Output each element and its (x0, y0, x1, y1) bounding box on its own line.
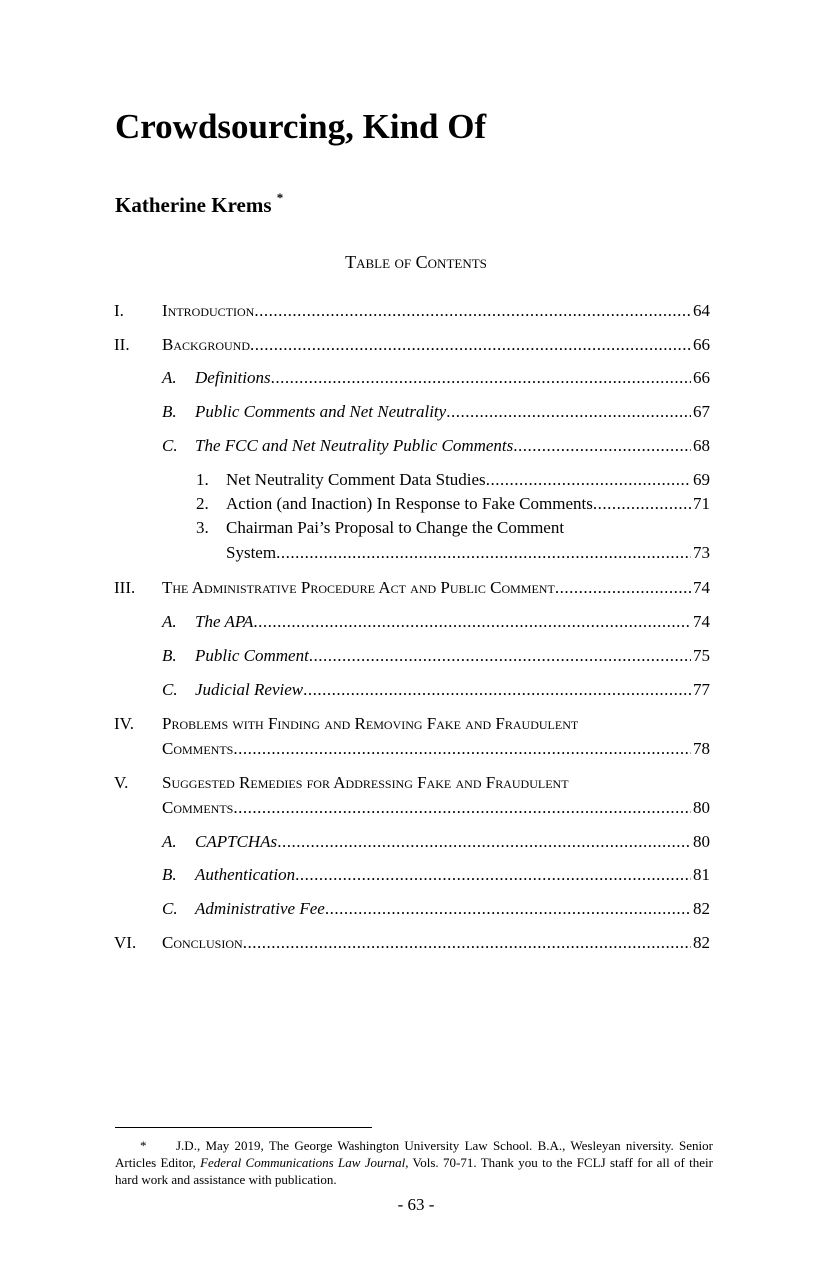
toc-text: Definitions (195, 368, 271, 387)
toc-page: 80 (693, 832, 710, 851)
toc-entry-public-comment (114, 644, 710, 668)
toc-entry-conclusion (114, 931, 710, 955)
toc-number: C. (162, 680, 178, 699)
toc-entry-fcc-net-neutrality (114, 434, 710, 458)
toc-text: Conclusion (162, 933, 243, 952)
toc-entry-action-inaction (114, 492, 710, 516)
toc-number: 2. (196, 494, 209, 513)
toc-text: CAPTCHAs (195, 832, 278, 851)
toc-entry-administrative-fee (114, 897, 710, 921)
toc-text: The Administrative Procedure Act and Public Comment (162, 578, 555, 597)
toc-leader (277, 830, 691, 854)
toc-page: 67 (693, 402, 710, 421)
toc-page: 66 (693, 368, 710, 387)
toc-leader (555, 576, 691, 600)
toc-text: Net Neutrality Comment Data Studies (226, 470, 486, 489)
toc-page: 73 (693, 543, 710, 562)
toc-leader (513, 434, 691, 458)
toc-entry-captchas (114, 830, 710, 854)
toc-leader (271, 366, 691, 390)
toc-text: Authentication (195, 865, 296, 884)
footnote-divider (115, 1127, 372, 1128)
toc-entry-comment-data-studies (114, 468, 710, 492)
toc-entry-definitions (114, 366, 710, 390)
toc-leader (243, 931, 691, 955)
toc-leader (309, 644, 691, 668)
toc-leader (276, 541, 691, 565)
toc-text: Background (162, 335, 251, 354)
toc-entry-authentication (114, 863, 710, 887)
footnote-mark: * (140, 1138, 147, 1153)
toc-number: I. (114, 301, 124, 320)
footnote-journal-title: Federal Communications Law Journal (200, 1155, 406, 1170)
toc-entry-problems-fake-comments (114, 712, 710, 736)
toc-text: Public Comment (195, 646, 309, 665)
toc-number: B. (162, 402, 177, 421)
toc-number: V. (114, 773, 129, 792)
toc-entry-suggested-remedies (114, 771, 710, 795)
toc-page: 80 (693, 798, 710, 817)
toc-number: IV. (114, 714, 134, 733)
author-name-text: Katherine Krems (115, 193, 272, 217)
toc-page: 82 (693, 899, 710, 918)
page-number: - 63 - (397, 1195, 435, 1214)
toc-number: B. (162, 646, 177, 665)
toc-leader (446, 400, 691, 424)
toc-heading: Table of Contents (345, 252, 487, 272)
toc-text-line1: Chairman Pai’s Proposal to Change the Comment (226, 518, 565, 537)
toc-entry-suggested-remedies-cont (114, 796, 710, 820)
toc-leader (233, 796, 691, 820)
toc-leader (295, 863, 691, 887)
toc-page: 75 (693, 646, 710, 665)
toc-page: 71 (693, 494, 710, 513)
toc-text: Comments (162, 739, 234, 758)
toc-page: 64 (693, 301, 710, 320)
toc-page: 68 (693, 436, 710, 455)
toc-entry-background (114, 333, 710, 357)
toc-number: 3. (196, 518, 209, 537)
toc-number: C. (162, 436, 178, 455)
toc-number: A. (162, 612, 177, 631)
toc-entry-introduction (114, 299, 710, 323)
toc-number: III. (114, 578, 136, 597)
toc-page: 69 (693, 470, 710, 489)
toc-leader (254, 299, 691, 323)
toc-leader (303, 678, 691, 702)
toc-text: System (226, 543, 277, 562)
toc-entry-judicial-review (114, 678, 710, 702)
toc-text: Public Comments and Net Neutrality (195, 402, 447, 421)
toc-leader (325, 897, 691, 921)
toc-text: Action (and Inaction) In Response to Fake Comments (226, 494, 593, 513)
toc-page: 74 (693, 578, 710, 597)
table-of-contents (114, 0, 710, 1280)
toc-text: The APA (195, 612, 254, 631)
toc-entry-the-apa (114, 610, 710, 634)
toc-number: II. (114, 335, 130, 354)
toc-entry-problems-fake-comments-cont (114, 737, 710, 761)
toc-leader (593, 492, 691, 516)
article-title: Crowdsourcing, Kind Of (115, 107, 487, 146)
toc-page: 66 (693, 335, 710, 354)
toc-page: 74 (693, 612, 710, 631)
footnote-text-1: J.D., May 2019, The George Washington University Law School. B.A., Wesleyan niversity. Senior Articles Editor, (115, 1138, 713, 1170)
toc-number: C. (162, 899, 178, 918)
toc-leader (253, 610, 691, 634)
toc-text: Judicial Review (195, 680, 304, 699)
toc-page: 78 (693, 739, 710, 758)
toc-number: 1. (196, 470, 209, 489)
toc-page: 77 (693, 680, 710, 699)
toc-text: Comments (162, 798, 234, 817)
toc-number: A. (162, 832, 177, 851)
toc-leader (250, 333, 691, 357)
toc-number: B. (162, 865, 177, 884)
toc-text-line1: Suggested Remedies for Addressing Fake and Fraudulent (162, 773, 569, 792)
toc-page: 82 (693, 933, 710, 952)
toc-leader (233, 737, 691, 761)
toc-page: 81 (693, 865, 710, 884)
toc-leader (486, 468, 691, 492)
toc-entry-apa-public-comment (114, 576, 710, 600)
toc-entry-chairman-pai-proposal-cont (114, 541, 710, 565)
toc-text: The FCC and Net Neutrality Public Comments (195, 436, 514, 455)
toc-entry-public-comments-net-neutrality (114, 400, 710, 424)
toc-number: VI. (114, 933, 137, 952)
toc-number: A. (162, 368, 177, 387)
toc-entry-chairman-pai-proposal (114, 516, 710, 540)
toc-text: Introduction (162, 301, 255, 320)
toc-text: Administrative Fee (195, 899, 325, 918)
footnote-text-2: , Vols. 70-71. Thank you to the FCLJ staff for all of their hard work and assistance with publication. (115, 1155, 714, 1187)
footnote (115, 1137, 713, 1188)
toc-text-line1: Problems with Finding and Removing Fake and Fraudulent (162, 714, 579, 733)
author-footnote-mark: * (276, 190, 284, 205)
